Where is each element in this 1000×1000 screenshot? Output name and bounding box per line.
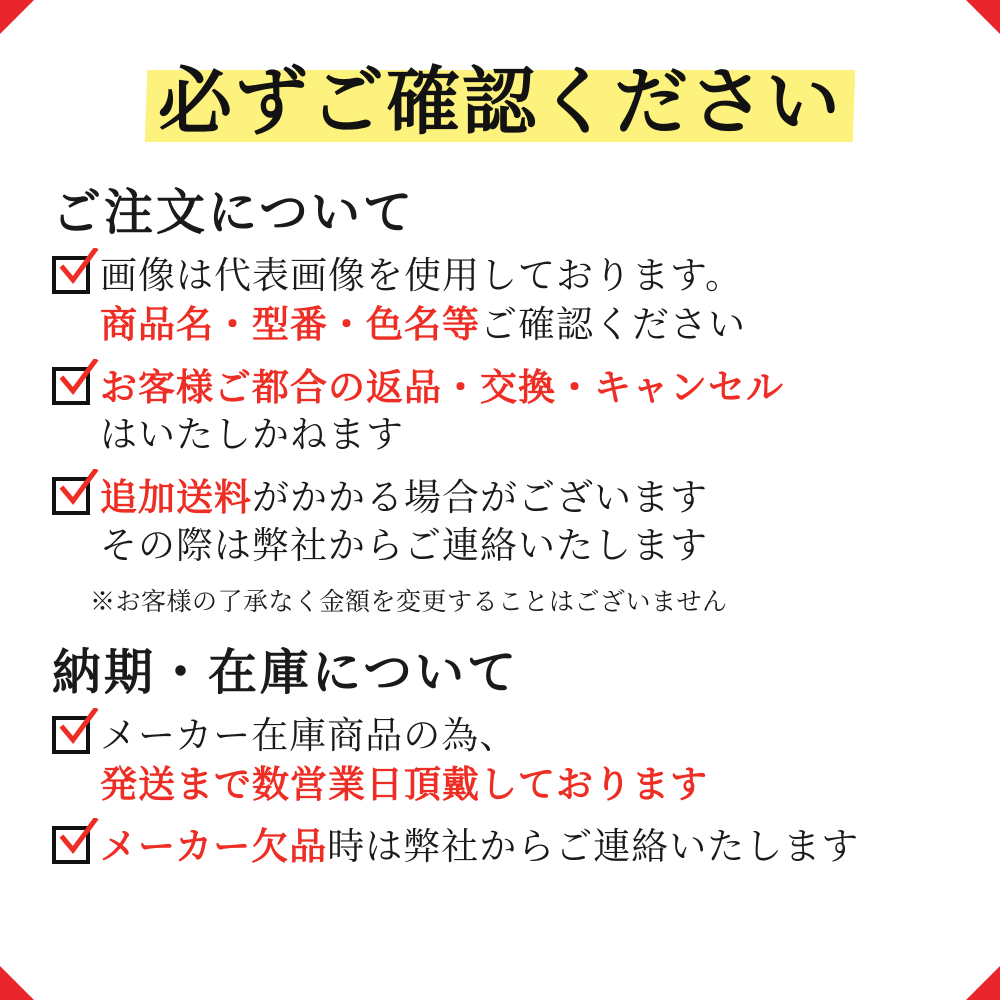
- corner-accent-bottom-right: [966, 966, 1000, 1000]
- corner-accent-bottom-left: [0, 966, 34, 1000]
- list-item: [52, 712, 958, 808]
- headline-banner: [42, 52, 958, 160]
- item-line-rest: ご確認ください: [480, 303, 746, 346]
- checkbox-checked-icon: [52, 367, 90, 405]
- item-line: 発送まで数営業日頂戴しております: [100, 762, 708, 806]
- list-item: [52, 252, 958, 349]
- item-note: ※お客様の了承なく金額を変更することはございません: [90, 587, 728, 616]
- checkbox-checked-icon: [52, 256, 90, 294]
- item-line: [100, 300, 958, 349]
- corner-accent-top-right: [966, 0, 1000, 34]
- item-line: 画像は代表画像を使用しております。: [100, 254, 744, 297]
- list-item: [52, 473, 958, 570]
- section-title: 納期・在庫について: [52, 643, 520, 701]
- page-title: 必ずご確認ください: [158, 59, 842, 145]
- item-line-rest: 時は弊社からご連絡いたします: [327, 825, 860, 868]
- item-line-emphasis: メーカー欠品: [100, 824, 328, 868]
- item-line: [100, 822, 958, 871]
- section-title: ご注文について: [52, 183, 416, 241]
- section-order: [42, 174, 958, 620]
- item-line: [100, 473, 958, 522]
- checkbox-checked-icon: [52, 477, 90, 515]
- item-line-emphasis: 商品名・型番・色名等: [100, 302, 480, 346]
- item-line: はいたしかねます: [100, 413, 404, 456]
- item-line: お客様ご都合の返品・交換・キャンセル: [100, 365, 784, 409]
- list-item: [52, 363, 958, 459]
- item-line: メーカー在庫商品の為、: [100, 714, 518, 757]
- checkbox-checked-icon: [52, 716, 90, 754]
- section-delivery-stock: [42, 634, 958, 871]
- list-item: [52, 822, 958, 871]
- item-line-rest: がかかる場合がございます: [252, 476, 708, 519]
- checkbox-checked-icon: [52, 826, 90, 864]
- corner-accent-top-left: [0, 0, 34, 34]
- item-line-emphasis: 追加送料: [100, 475, 252, 519]
- item-line: その際は弊社からご連絡いたします: [100, 524, 708, 567]
